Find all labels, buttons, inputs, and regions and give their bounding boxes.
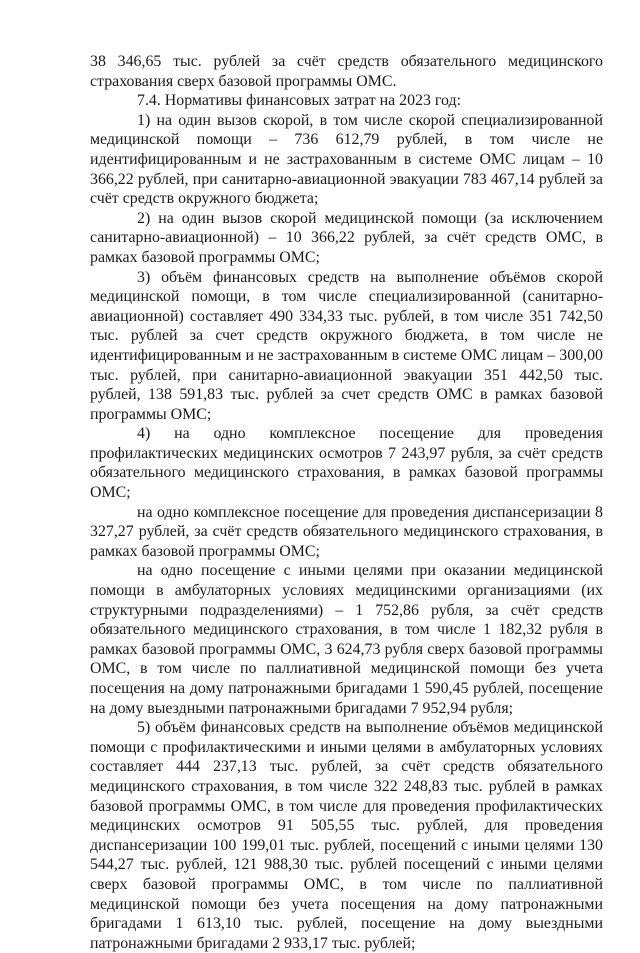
paragraph: 3) объём финансовых средств на выполнение объёмов скорой медицинской помощи, в том числе специализированной (санитарно-авиационной) составляет 490 334,33 тыс. рублей, в том числе 351 742,50 тыс. рублей за счет средств окружного бюджета, в том числе не идентифицированным и не застрахованным в системе ОМС лицам – 300,00 тыс. рублей, при санитарно-авиационной эвакуации 351 442,50 тыс. рублей, 138 591,83 тыс. рублей за счет средств ОМС в рамках базовой программы ОМС; [90, 268, 603, 423]
paragraph: на одно комплексное посещение для проведения диспансеризации 8 327,27 рублей, за счёт средств обязательного медицинского страхования, в рамках базовой программы ОМС; [90, 503, 603, 560]
paragraph: 5) объём финансовых средств на выполнение объёмов медицинской помощи с профилактическими и иными целями в амбулаторных условиях составляет 444 237,13 тыс. рублей, за счёт средств обязательного медицинского страхования, в том числе 322 248,83 тыс. рублей в рамках базовой программы ОМС, в том числе для проведения профилактических медицинских осмотров 91 505,55 тыс. рублей, для проведения диспансеризации 100 199,01 тыс. рублей, посещений с иными целями 130 544,27 тыс. рублей, 121 988,30 тыс. рублей посещений с иными целями сверх базовой программы ОМС, в том числе по паллиативной медицинской помощи без учета посещения на дому патронажными бригадами 1 613,10 тыс. рублей, посещение на дому выездными патронажными бригадами 2 933,17 тыс. рублей; [90, 719, 603, 952]
paragraph: 38 346,65 тыс. рублей за счёт средств обязательного медицинского страхования сверх базовой программы ОМС. [90, 53, 603, 90]
paragraph: на одно посещение с иными целями при оказании медицинской помощи в амбулаторных условиях медицинскими организациями (их структурными подразделениями) – 1 752,86 рубля, за счёт средств обязательного медицинского страхования, в том числе 1 182,32 рубля в рамках базовой программы ОМС, 3 624,73 рубля сверх базовой программы ОМС, в том числе по паллиативной медицинской помощи без учета посещения на дому патронажными бригадами 1 590,45 рублей, посещение на дому выездными патронажными бригадами 7 952,94 рубля; [90, 562, 603, 717]
document-body [90, 52, 603, 953]
paragraph: 4) на одно комплексное посещение для проведения профилактических медицинских осмотров 7 243,97 рубля, за счёт средств обязательного медицинского страхования, в рамках базовой программы ОМС; [90, 425, 603, 502]
paragraph: 1) на один вызов скорой, в том числе скорой специализированной медицинской помощи – 736 612,79 рублей, в том числе не идентифицированным и не застрахованным в системе ОМС лицам – 10 366,22 рублей, при санитарно-авиационной эвакуации 783 467,14 рублей за счёт средств окружного бюджета; [90, 111, 603, 208]
section-heading: 7.4. Нормативы финансовых затрат на 2023 год: [137, 92, 462, 110]
paragraph: 2) на один вызов скорой медицинской помощи (за исключением санитарно-авиационной) – 10 366,22 рублей, за счёт средств ОМС, в рамках базовой программы ОМС; [90, 209, 603, 266]
